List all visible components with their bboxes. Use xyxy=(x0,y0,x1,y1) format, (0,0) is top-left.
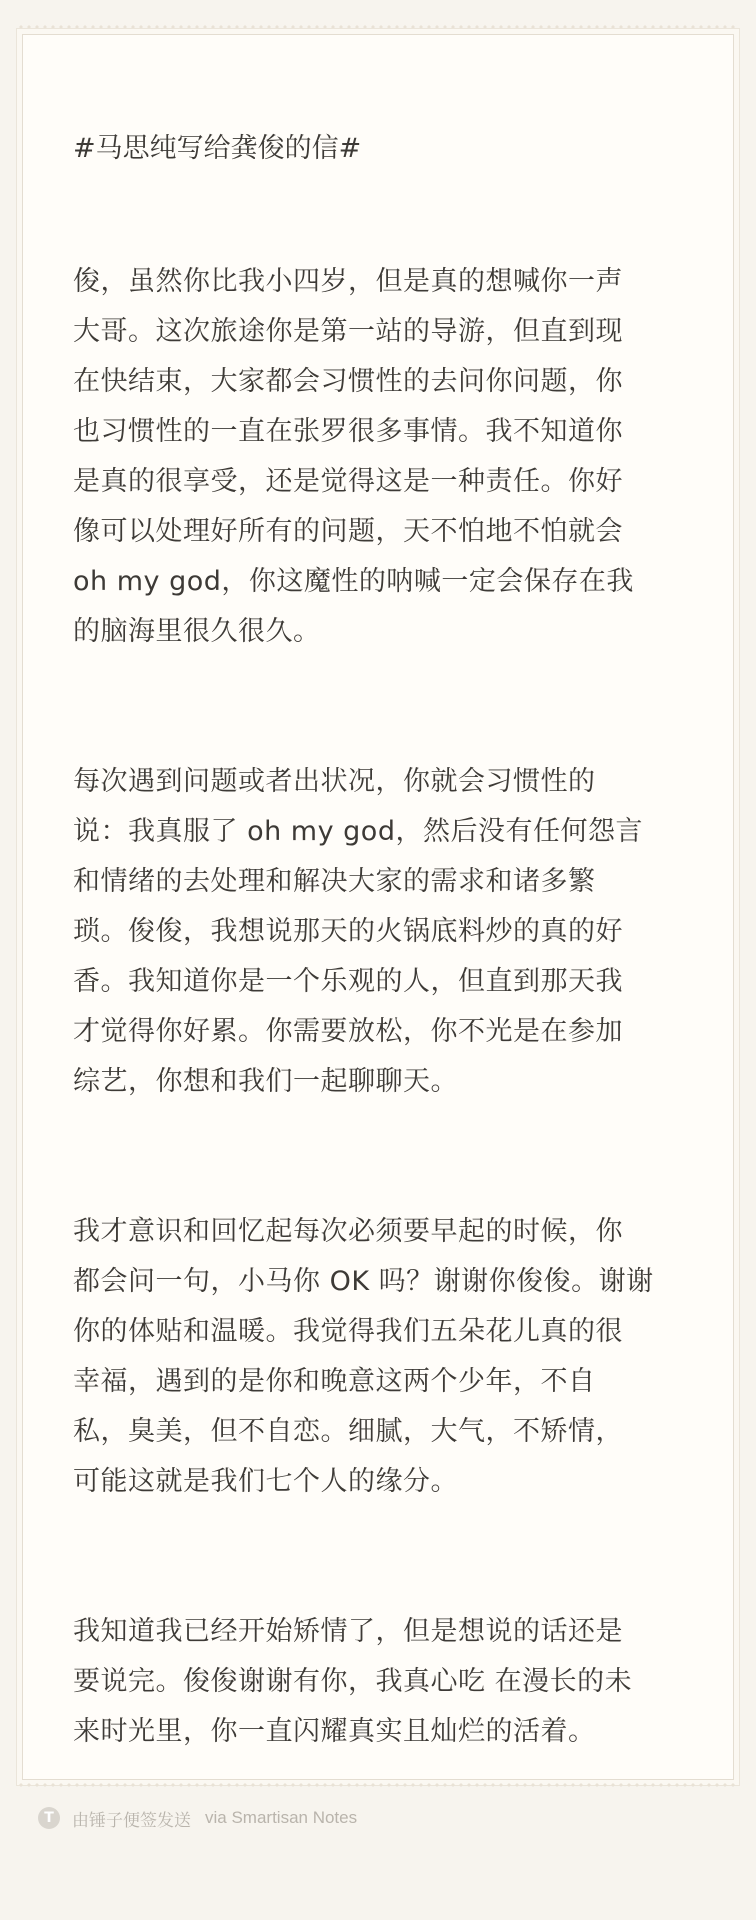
note-paragraph: 每次遇到问题或者出状况，你就会习惯性的 说：我真服了 oh my god，然后没有任何怨言 和情绪的去处理和解决大家的需求和诸多繁 琐。俊俊，我想说那天的火锅底料炒的真的好 香。我知道你是一个乐观的人，但直到那天我 才觉得你好累。你需要放松，你不光是在参加 综艺，你想和我们一起聊聊天。 xyxy=(73,766,643,1097)
note-paragraph: 我才意识和回忆起每次必须要早起的时候，你 都会问一句，小马你 OK 吗？谢谢你俊俊。谢谢 你的体贴和温暖。我觉得我们五朵花儿真的很 幸福，遇到的是你和晚意这两个少年，不自 私，臭美，但不自恋。细腻，大气，不矫情， 可能这就是我们七个人的缘分。 xyxy=(73,1216,654,1497)
footer-text-chinese: 由锤子便签发送 xyxy=(72,1810,191,1831)
footer-text-english: via Smartisan Notes xyxy=(205,1808,358,1827)
note-paragraph: 我知道我已经开始矫情了，但是想说的话还是 要说完。俊俊谢谢有你，我真心吃 在漫长的未 来时光里，你一直闪耀真实且灿烂的活着。 xyxy=(73,1616,633,1747)
note-content xyxy=(73,123,693,1857)
footer-attribution xyxy=(38,1805,357,1831)
smartisan-t-icon: T xyxy=(38,1807,60,1829)
note-hashtag-title: #马思纯写给龚俊的信# xyxy=(73,133,362,164)
note-paragraph: 俊，虽然你比我小四岁，但是真的想喊你一声 大哥。这次旅途你是第一站的导游，但直到现 在快结束，大家都会习惯性的去问你问题，你 也习惯性的一直在张罗很多事情。我不知道你 是真的很享受，还是觉得这是一种责任。你好 像可以处理好所有的问题，天不怕地不怕就会 oh my god，你这魔性的呐喊一定会保存在我 的脑海里很久很久。 xyxy=(73,266,634,647)
paper-bottom-edge xyxy=(18,1782,738,1788)
note-paper xyxy=(22,34,734,1780)
paper-top-edge xyxy=(18,24,738,30)
